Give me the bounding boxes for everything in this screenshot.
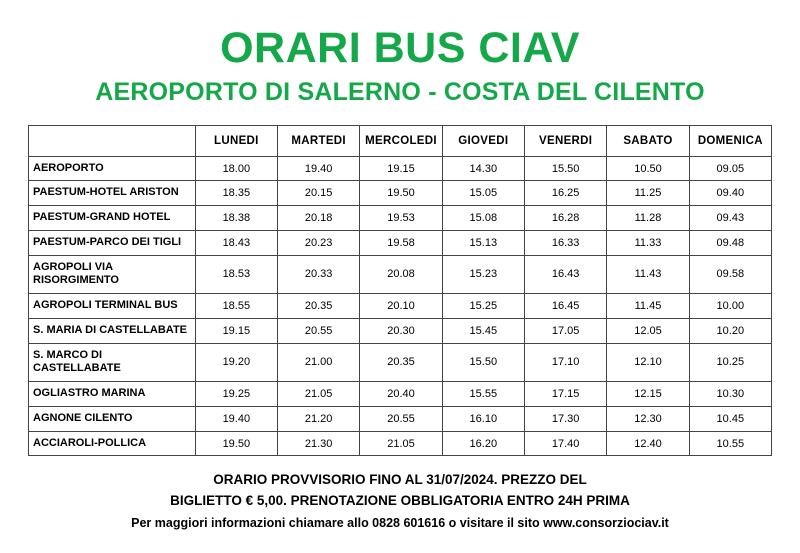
stop-name: ACCIAROLI-POLLICA (29, 431, 196, 456)
stop-name: S. MARCO DI CASTELLABATE (29, 343, 196, 382)
column-header-day: GIOVEDI (442, 125, 524, 156)
departure-time: 21.05 (360, 431, 442, 456)
stop-name: S. MARIA DI CASTELLABATE (29, 318, 196, 343)
stop-name: AGNONE CILENTO (29, 406, 196, 431)
departure-time: 10.30 (689, 382, 771, 407)
departure-time: 16.20 (442, 431, 524, 456)
departure-time: 21.30 (278, 431, 360, 456)
departure-time: 18.53 (195, 255, 277, 294)
departure-time: 11.43 (607, 255, 689, 294)
departure-time: 15.23 (442, 255, 524, 294)
departure-time: 12.05 (607, 318, 689, 343)
timetable-page (0, 26, 800, 553)
departure-time: 19.40 (278, 156, 360, 181)
departure-time: 17.05 (524, 318, 606, 343)
departure-time: 12.30 (607, 406, 689, 431)
table-row (29, 382, 772, 407)
departure-time: 10.45 (689, 406, 771, 431)
stop-name: AGROPOLI TERMINAL BUS (29, 294, 196, 319)
table-row (29, 156, 772, 181)
stop-name: PAESTUM-HOTEL ARISTON (29, 181, 196, 206)
departure-time: 20.35 (360, 343, 442, 382)
departure-time: 11.45 (607, 294, 689, 319)
table-header-row (29, 125, 772, 156)
departure-time: 09.05 (689, 156, 771, 181)
departure-time: 16.33 (524, 230, 606, 255)
footer-line-contact: Per maggiori informazioni chiamare allo 0828 601616 o visitare il sito www.consorziociav.it (131, 516, 669, 531)
stop-name: PAESTUM-PARCO DEI TIGLI (29, 230, 196, 255)
departure-time: 10.55 (689, 431, 771, 456)
departure-time: 20.23 (278, 230, 360, 255)
departure-time: 17.40 (524, 431, 606, 456)
departure-time: 12.10 (607, 343, 689, 382)
departure-time: 18.00 (195, 156, 277, 181)
stop-name: AGROPOLI VIA RISORGIMENTO (29, 255, 196, 294)
departure-time: 20.15 (278, 181, 360, 206)
table-row (29, 206, 772, 231)
departure-time: 19.20 (195, 343, 277, 382)
departure-time: 18.43 (195, 230, 277, 255)
column-header-day: LUNEDI (195, 125, 277, 156)
footer-line-price: BIGLIETTO € 5,00. PRENOTAZIONE OBBLIGATORIA ENTRO 24H PRIMA (170, 493, 630, 509)
departure-time: 15.50 (524, 156, 606, 181)
departure-time: 17.30 (524, 406, 606, 431)
departure-time: 20.18 (278, 206, 360, 231)
departure-time: 19.15 (360, 156, 442, 181)
departure-time: 17.15 (524, 382, 606, 407)
departure-time: 11.28 (607, 206, 689, 231)
table-row (29, 181, 772, 206)
departure-time: 20.30 (360, 318, 442, 343)
table-row (29, 294, 772, 319)
departure-time: 15.45 (442, 318, 524, 343)
departure-time: 21.20 (278, 406, 360, 431)
page-title: ORARI BUS CIAV (220, 24, 580, 72)
departure-time: 18.38 (195, 206, 277, 231)
departure-time: 18.55 (195, 294, 277, 319)
table-row (29, 406, 772, 431)
departure-time: 19.50 (360, 181, 442, 206)
table-row (29, 343, 772, 382)
departure-time: 20.33 (278, 255, 360, 294)
departure-time: 20.35 (278, 294, 360, 319)
departure-time: 12.15 (607, 382, 689, 407)
departure-time: 10.20 (689, 318, 771, 343)
departure-time: 19.40 (195, 406, 277, 431)
table-row (29, 431, 772, 456)
departure-time: 16.45 (524, 294, 606, 319)
departure-time: 19.50 (195, 431, 277, 456)
stop-name: OGLIASTRO MARINA (29, 382, 196, 407)
stop-name: AEROPORTO (29, 156, 196, 181)
column-header-day: MERCOLEDI (360, 125, 442, 156)
departure-time: 14.30 (442, 156, 524, 181)
departure-time: 09.40 (689, 181, 771, 206)
departure-time: 19.25 (195, 382, 277, 407)
departure-time: 09.43 (689, 206, 771, 231)
departure-time: 16.10 (442, 406, 524, 431)
departure-time: 15.05 (442, 181, 524, 206)
departure-time: 15.08 (442, 206, 524, 231)
departure-time: 15.55 (442, 382, 524, 407)
departure-time: 10.25 (689, 343, 771, 382)
departure-time: 20.40 (360, 382, 442, 407)
departure-time: 11.25 (607, 181, 689, 206)
stop-name: PAESTUM-GRAND HOTEL (29, 206, 196, 231)
departure-time: 20.10 (360, 294, 442, 319)
departure-time: 16.28 (524, 206, 606, 231)
footer-notes (28, 470, 772, 533)
column-header-day: VENERDI (524, 125, 606, 156)
departure-time: 09.58 (689, 255, 771, 294)
departure-time: 16.43 (524, 255, 606, 294)
departure-time: 20.55 (278, 318, 360, 343)
departure-time: 19.53 (360, 206, 442, 231)
departure-time: 10.00 (689, 294, 771, 319)
bus-schedule-table (28, 125, 772, 457)
column-header-day: MARTEDI (278, 125, 360, 156)
departure-time: 21.00 (278, 343, 360, 382)
departure-time: 15.13 (442, 230, 524, 255)
page-subtitle: AEROPORTO DI SALERNO - COSTA DEL CILENTO (95, 78, 705, 107)
column-header-stops (29, 125, 196, 156)
departure-time: 18.35 (195, 181, 277, 206)
departure-time: 10.50 (607, 156, 689, 181)
departure-time: 21.05 (278, 382, 360, 407)
departure-time: 15.50 (442, 343, 524, 382)
departure-time: 15.25 (442, 294, 524, 319)
departure-time: 17.10 (524, 343, 606, 382)
departure-time: 12.40 (607, 431, 689, 456)
departure-time: 09.48 (689, 230, 771, 255)
table-row (29, 230, 772, 255)
column-header-day: DOMENICA (689, 125, 771, 156)
footer-line-validity: ORARIO PROVVISORIO FINO AL 31/07/2024. PREZZO DEL (213, 472, 587, 488)
departure-time: 11.33 (607, 230, 689, 255)
table-row (29, 318, 772, 343)
departure-time: 20.08 (360, 255, 442, 294)
departure-time: 20.55 (360, 406, 442, 431)
departure-time: 19.15 (195, 318, 277, 343)
table-row (29, 255, 772, 294)
column-header-day: SABATO (607, 125, 689, 156)
departure-time: 16.25 (524, 181, 606, 206)
departure-time: 19.58 (360, 230, 442, 255)
